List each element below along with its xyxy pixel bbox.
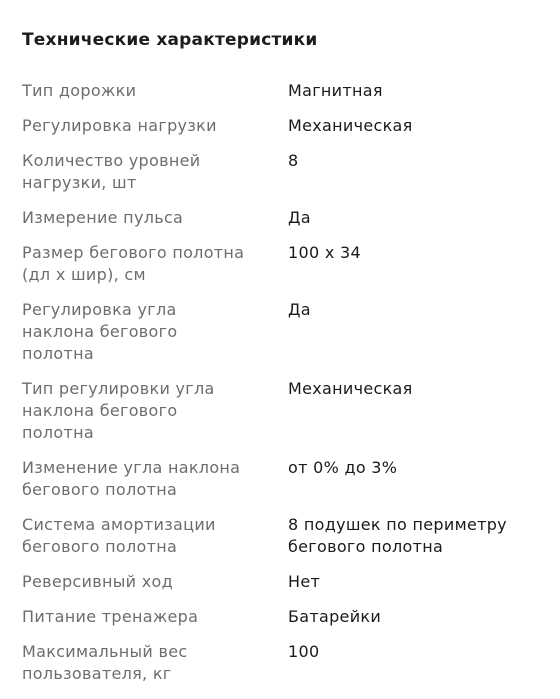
- spec-label-line: наклона бегового: [22, 322, 178, 341]
- spec-value-line: 100: [288, 642, 320, 661]
- spec-value: [288, 150, 538, 172]
- spec-label-line: Количество уровней: [22, 151, 201, 170]
- spec-label-line: Тип дорожки: [22, 81, 137, 100]
- section-title: Технические характеристики: [22, 30, 318, 50]
- spec-row: [22, 378, 538, 444]
- spec-label: [22, 299, 288, 365]
- spec-value: [288, 606, 538, 628]
- spec-label-line: Измерение пульса: [22, 208, 184, 227]
- spec-label-line: Размер бегового полотна: [22, 243, 245, 262]
- spec-row: [22, 150, 538, 194]
- spec-row: [22, 571, 538, 593]
- spec-value: [288, 457, 538, 479]
- spec-label-line: Регулировка нагрузки: [22, 116, 217, 135]
- spec-value-line: 8 подушек по периметру: [288, 515, 507, 534]
- spec-value-line: Магнитная: [288, 81, 383, 100]
- spec-row: [22, 80, 538, 102]
- spec-label-line: Реверсивный ход: [22, 572, 173, 591]
- spec-label: [22, 606, 288, 628]
- spec-value: [288, 378, 538, 400]
- spec-label-line: нагрузки, шт: [22, 173, 137, 192]
- spec-value-line: Батарейки: [288, 607, 382, 626]
- spec-value-line: 100 х 34: [288, 243, 361, 262]
- spec-label: [22, 207, 288, 229]
- spec-value-line: Механическая: [288, 116, 413, 135]
- spec-label-line: Максимальный вес: [22, 642, 188, 661]
- spec-row: [22, 606, 538, 628]
- spec-row: [22, 299, 538, 365]
- spec-label-line: полотна: [22, 344, 94, 363]
- spec-label-line: Тип регулировки угла: [22, 379, 215, 398]
- spec-value: [288, 207, 538, 229]
- spec-value: [288, 514, 538, 558]
- spec-label: [22, 457, 288, 501]
- spec-label: [22, 115, 288, 137]
- spec-row: [22, 514, 538, 558]
- spec-value: [288, 242, 538, 264]
- spec-label: [22, 514, 288, 558]
- spec-row: [22, 242, 538, 286]
- spec-value-line: бегового полотна: [288, 537, 444, 556]
- spec-value-line: 8: [288, 151, 299, 170]
- spec-label: [22, 242, 288, 286]
- spec-label: [22, 571, 288, 593]
- spec-row: [22, 457, 538, 501]
- spec-value-line: от 0% до 3%: [288, 458, 398, 477]
- spec-value: [288, 80, 538, 102]
- spec-value-line: Механическая: [288, 379, 413, 398]
- specs-table: [22, 80, 538, 685]
- spec-label: [22, 80, 288, 102]
- spec-label-line: полотна: [22, 423, 94, 442]
- spec-value: [288, 299, 538, 321]
- spec-row: [22, 641, 538, 685]
- spec-value: [288, 115, 538, 137]
- spec-value: [288, 571, 538, 593]
- spec-label: [22, 150, 288, 194]
- spec-label-line: Регулировка угла: [22, 300, 177, 319]
- spec-row: [22, 207, 538, 229]
- spec-label-line: Система амортизации: [22, 515, 216, 534]
- spec-label: [22, 641, 288, 685]
- spec-label: [22, 378, 288, 444]
- spec-label-line: бегового полотна: [22, 537, 178, 556]
- spec-label-line: Питание тренажера: [22, 607, 199, 626]
- spec-label-line: бегового полотна: [22, 480, 178, 499]
- spec-label-line: наклона бегового: [22, 401, 178, 420]
- spec-label-line: (дл х шир), см: [22, 265, 146, 284]
- spec-value: [288, 641, 538, 663]
- spec-label-line: пользователя, кг: [22, 664, 172, 683]
- spec-value-line: Да: [288, 208, 311, 227]
- spec-value-line: Да: [288, 300, 311, 319]
- spec-label-line: Изменение угла наклона: [22, 458, 241, 477]
- spec-value-line: Нет: [288, 572, 321, 591]
- spec-row: [22, 115, 538, 137]
